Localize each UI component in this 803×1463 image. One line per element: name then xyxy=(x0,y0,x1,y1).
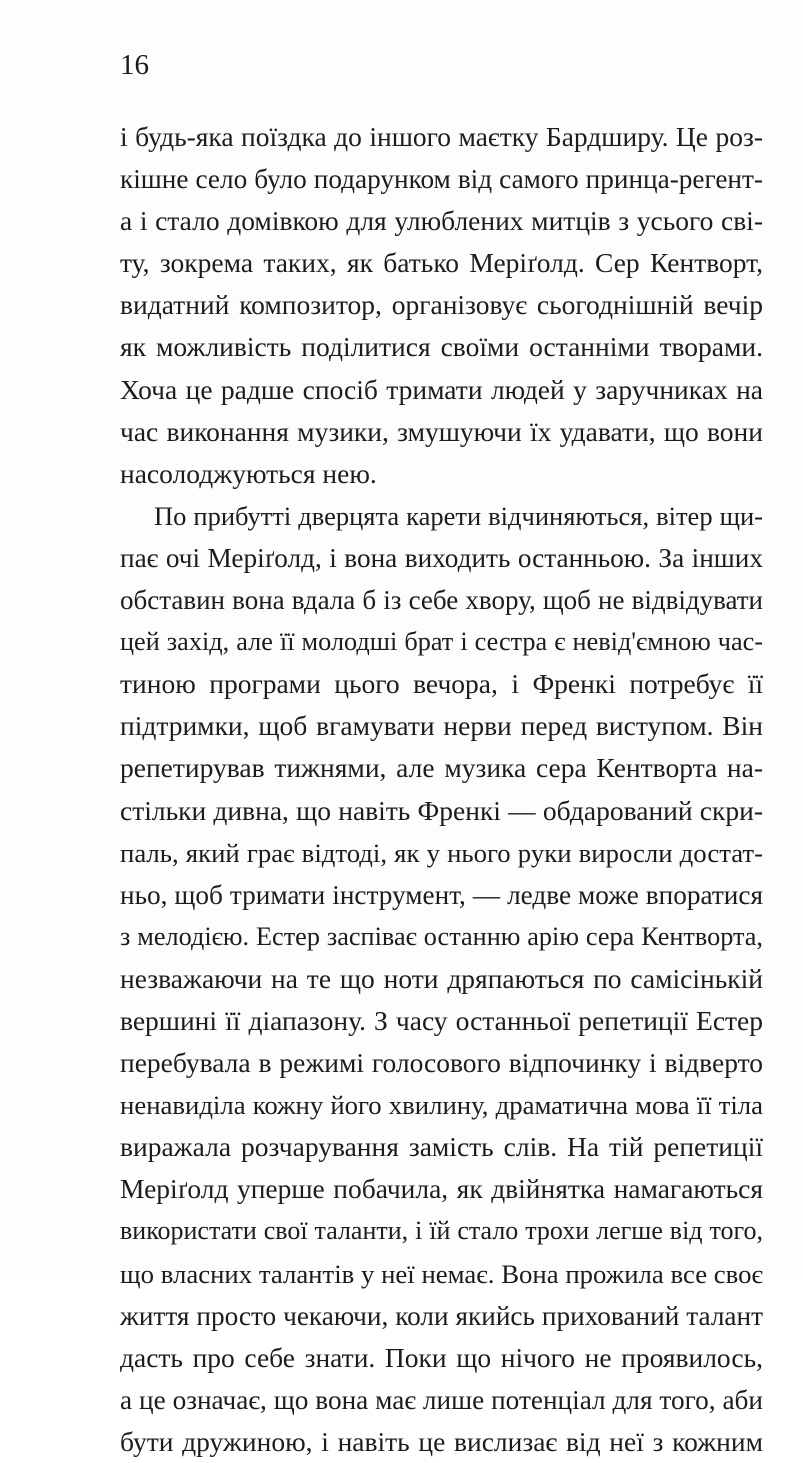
text-line: з мелодією. Естер заспіває останню арію сера Кентворта, xyxy=(120,921,763,951)
text-line: виражала розчарування замість слів. На тій репетиції xyxy=(120,1131,763,1163)
text-line: життя просто чекаючи, коли якийсь прихований талант xyxy=(120,1300,763,1331)
text-line: час виконання музики, змушуючи їх удавати, що вони xyxy=(120,415,763,447)
text-line: що власних талантів у неї немає. Вона прожила все своє xyxy=(120,1258,763,1289)
text-line: цей захід, але її молодші брат і сестра є невід'ємною час- xyxy=(120,627,763,657)
text-line: підтримки, щоб вгамувати нерви перед виступом. Він xyxy=(120,710,763,742)
text-line: бути дружиною, і навіть це вислизає від неї з кожним xyxy=(120,1425,763,1457)
text-line: обставин вона вдала б із себе хвору, щоб не відвідувати xyxy=(120,585,763,616)
text-line: ненавиділа кожну його хвилину, драматична мова її тіла xyxy=(120,1090,763,1121)
text-line: і будь-яка поїздка до іншого маєтку Бардширу. Це роз- xyxy=(120,121,763,152)
text-line: репетирував тижнями, але музика сера Кентворта на- xyxy=(120,752,763,784)
text-line: видатний композитор, організовує сьогоднішній вечір xyxy=(120,289,763,321)
text-line: дасть про себе знати. Поки що нічого не проявилось, xyxy=(120,1341,763,1373)
text-line: незважаючи на те що ноти дряпаються по самісінькій xyxy=(120,962,763,994)
paragraph-end-line: насолоджуються нею. xyxy=(120,457,377,489)
text-line: пає очі Меріґолд, і вона виходить останньою. За інших xyxy=(120,542,763,573)
text-line: кішне село було подарунком від самого принца-регент- xyxy=(120,164,763,195)
text-line: а і стало домівкою для улюблених митців з усього сві- xyxy=(120,205,763,237)
text-line: перебувала в режимі голосового відпочинку і відверто xyxy=(120,1047,763,1079)
text-line: тиною програми цього вечора, і Френкі потребує її xyxy=(120,668,763,700)
text-line: паль, який грає відтоді, як у нього руки виросли достат- xyxy=(120,837,763,868)
body-text xyxy=(120,116,763,1463)
text-line: використати свої таланти, і їй стало трохи легше від того, xyxy=(120,1216,763,1246)
paragraph-start-line: По прибутті дверцята карети відчиняються, вітер щи- xyxy=(154,500,763,531)
text-line: Меріґолд уперше побачила, як двійнятка намагаються xyxy=(120,1173,763,1205)
text-line: вершині її діапазону. З часу останньої репетиції Естер xyxy=(120,1004,763,1036)
page-number: 16 xyxy=(120,49,149,81)
text-line: ту, зокрема таких, як батько Меріґолд. Сер Кентворт, xyxy=(120,247,763,279)
text-line: ньо, щоб тримати інструмент, — ледве може впоратися xyxy=(120,879,763,910)
text-line: як можливість поділитися своїми останніми творами. xyxy=(120,331,763,363)
text-line: стільки дивна, що навіть Френкі — обдарований скри- xyxy=(120,794,763,826)
text-line: Хоча це радше спосіб тримати людей у заручниках на xyxy=(120,373,763,405)
text-line: а це означає, що вона має лише потенціал для того, аби xyxy=(120,1384,763,1415)
